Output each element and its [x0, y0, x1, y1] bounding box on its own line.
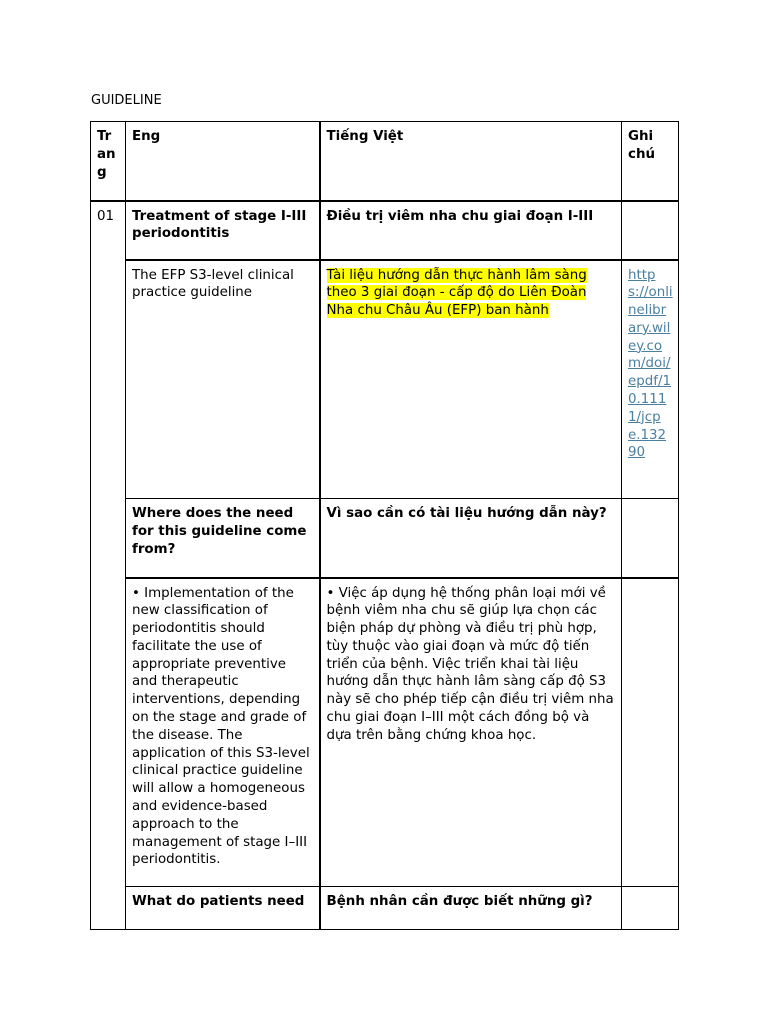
reference-link[interactable]: https://onlinelibrary.wiley.com/doi/epdf/10.1111/jcpe.13290 — [628, 267, 673, 461]
document-title: GUIDELINE — [91, 93, 162, 108]
table-row — [91, 260, 679, 499]
table-row — [91, 578, 679, 887]
row-eng: Treatment of stage I-III periodontitis — [126, 201, 320, 260]
row-note — [622, 260, 679, 499]
row-note — [622, 499, 679, 578]
header-viet: Tiếng Việt — [320, 122, 622, 201]
header-note: Ghi chú — [622, 122, 679, 201]
translation-table — [90, 121, 679, 930]
table-row — [91, 499, 679, 578]
table-row — [91, 887, 679, 930]
row-eng: The EFP S3-level clinical practice guideline — [126, 260, 320, 499]
row-viet: Điều trị viêm nha chu giai đoạn I-III — [320, 201, 622, 260]
row-page-number: 01 — [91, 201, 126, 260]
row-viet: Vì sao cần có tài liệu hướng dẫn này? — [320, 499, 622, 578]
highlighted-text: Tài liệu hướng dẫn thực hành lâm sàng theo 3 giai đoạn - cấp độ do Liên Đoàn Nha chu Châu Âu (EFP) ban hành — [326, 267, 587, 319]
row-note — [622, 201, 679, 260]
row-note — [622, 887, 679, 930]
table-header-row — [91, 122, 679, 201]
row-viet: • Việc áp dụng hệ thống phân loại mới về bệnh viêm nha chu sẽ giúp lựa chọn các biện pháp dự phòng và điều trị phù hợp, tùy thuộc vào giai đoạn và mức độ tiến triển của bệnh. Việc triển khai tài liệu hướng dẫn thực hành lâm sàng cấp độ S3 này sẽ cho phép tiếp cận điều trị viêm nha chu giai đoạn I–III một cách đồng bộ và dựa trên bằng chứng khoa học. — [320, 578, 622, 887]
header-eng: Eng — [126, 122, 320, 201]
row-page-number — [91, 260, 126, 499]
row-note — [622, 578, 679, 887]
row-viet — [320, 260, 622, 499]
row-page-number — [91, 887, 126, 930]
header-trang: Tr an g — [91, 122, 126, 201]
row-page-number — [91, 499, 126, 578]
row-eng: • Implementation of the new classification of periodontitis should facilitate the use of appropriate preventive and therapeutic interventions, depending on the stage and grade of the disease. The application of this S3-level clinical practice guideline will allow a homogeneous and evidence-based approach to the management of stage I–III periodontitis. — [126, 578, 320, 887]
row-viet: Bệnh nhân cần được biết những gì? — [320, 887, 622, 930]
row-eng: What do patients need — [126, 887, 320, 930]
table-row — [91, 201, 679, 260]
row-eng: Where does the need for this guideline come from? — [126, 499, 320, 578]
row-page-number — [91, 578, 126, 887]
